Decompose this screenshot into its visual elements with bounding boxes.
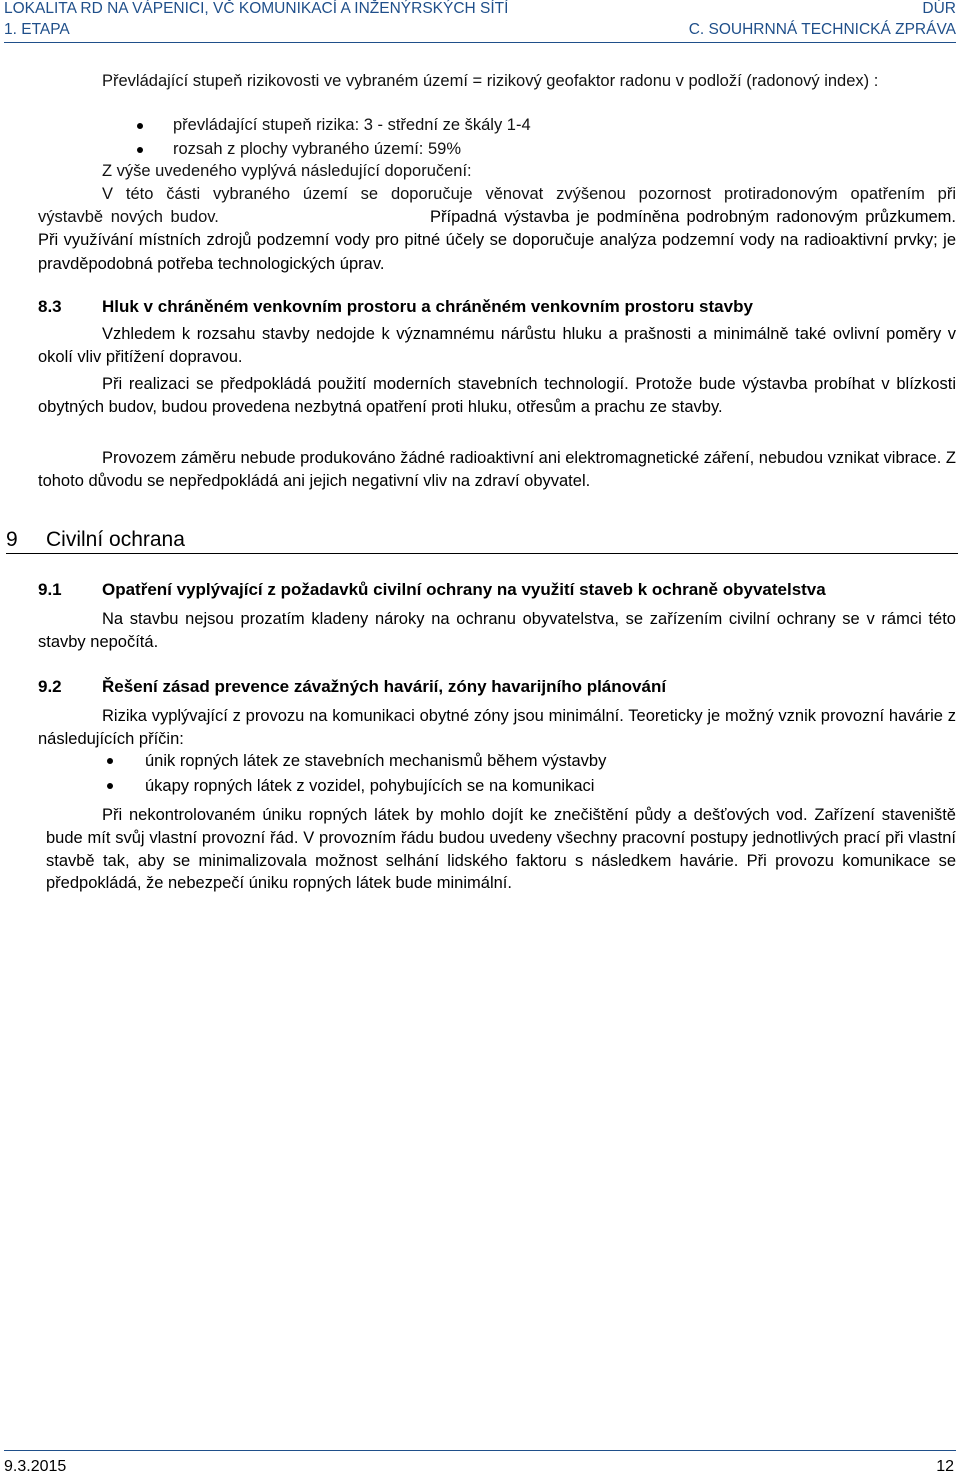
section-9-divider bbox=[6, 553, 958, 554]
radon-bullet-2: rozsah z plochy vybraného území: 59% bbox=[173, 140, 461, 158]
header-row-1 bbox=[4, 0, 956, 18]
bullet-icon bbox=[107, 758, 113, 764]
radon-recommend-intro: Z výše uvedeného vyplývá následující doporučení: bbox=[102, 162, 472, 180]
section-8-3-paragraph-3: Provozem záměru nebude produkováno žádné radioaktivní ani elektromagnetické záření, nebudou vznikat vibrace. Z tohoto důvodu se nepředpokládá ani jejich negativní vliv na zdraví obyvatel. bbox=[38, 449, 956, 491]
section-title: Hluk v chráněném venkovním prostoru a chráněném venkovním prostoru stavby bbox=[102, 297, 753, 316]
header-divider bbox=[4, 42, 956, 43]
footer-page-number: 12 bbox=[936, 1458, 954, 1475]
section-title: Řešení zásad prevence závažných havárií, zóny havarijního plánování bbox=[102, 677, 667, 696]
section-8-3-paragraph-2: Při realizaci se předpokládá použití moderních stavebních technologií. Protože bude výstavba probíhat v blízkosti obytných budov, budou provedena nezbytná opatření proti hluku, otřesům a prachu ze stavby. bbox=[38, 375, 956, 417]
bullet-icon bbox=[137, 147, 143, 153]
radon-recommend-part2: Případná výstavba je podmíněna podrobným radonovým průzkumem. Při využívání místních zdrojů podzemní vody pro pitné účely se doporučuje analýza podzemní vody na radioaktivní prvky; je pravděpodobná potřeba technologických úprav. bbox=[38, 208, 956, 273]
header-doc-type: DÚR bbox=[922, 0, 956, 17]
section-8-3-paragraph-1: Vzhledem k rozsahu stavby nedojde k významnému nárůstu hluku a prašnosti a minimálně také ovlivní poměry v okolí vliv přitížení dopravou. bbox=[38, 325, 956, 367]
footer-date: 9.3.2015 bbox=[4, 1458, 67, 1475]
section-number: 9 bbox=[6, 528, 18, 551]
radon-recommend-part1: V této části vybraného území se doporučuje věnovat zvýšenou pozornost protiradonovým opatřením při výstavbě nových budov. bbox=[38, 185, 956, 227]
section-number: 8.3 bbox=[38, 297, 62, 316]
radon-bullet-1: převládající stupeň rizika: 3 - střední ze škály 1-4 bbox=[173, 116, 531, 134]
section-title: Opatření vyplývající z požadavků civilní ochrany na využití staveb k ochraně obyvatelstva bbox=[102, 580, 826, 599]
bullet-icon bbox=[137, 123, 143, 129]
section-number: 9.2 bbox=[38, 677, 62, 696]
section-number: 9.1 bbox=[38, 580, 62, 599]
bullet-icon bbox=[107, 783, 113, 789]
section-title: Civilní ochrana bbox=[46, 528, 185, 551]
header-stage: 1. ETAPA bbox=[4, 21, 70, 38]
header-row-2 bbox=[4, 21, 956, 39]
section-9-2-paragraph-1: Rizika vyplývající z provozu na komunikaci obytné zóny jsou minimální. Teoreticky je možný vznik provozní havárie z následujících příčin: bbox=[38, 707, 956, 749]
footer-divider bbox=[4, 1450, 956, 1451]
header-project: LOKALITA RD NA VÁPENICI, VČ KOMUNIKACÍ A INŽENÝRSKÝCH SÍTÍ bbox=[4, 0, 509, 17]
section-9-2-bullet-1: únik ropných látek ze stavebních mechanismů během výstavby bbox=[145, 752, 607, 770]
radon-intro: Převládající stupeň rizikovosti ve vybraném území = rizikový geofaktor radonu v podloží (radonový index) : bbox=[102, 72, 879, 90]
section-9-1-paragraph: Na stavbu nejsou prozatím kladeny nároky na ochranu obyvatelstva, se zařízením civilní ochrany se v rámci této stavby nepočítá. bbox=[38, 610, 956, 652]
section-9-2-bullet-2: úkapy ropných látek z vozidel, pohybujících se na komunikaci bbox=[145, 777, 595, 795]
header-section: C. SOUHRNNÁ TECHNICKÁ ZPRÁVA bbox=[688, 21, 956, 38]
section-9-2-paragraph-2: Při nekontrolovaném úniku ropných látek by mohlo dojít ke znečištění půdy a dešťových vod. Zařízení staveniště bude mít svůj vlastní provozní řád. V provozním řádu budou uvedeny všechny pracovní postupy jednotlivých prací při vlastní stavbě tak, aby se minimalizovala možnost selhání lidského faktoru s následkem havárie. Při provozu komunikace se předpokládá, že nebezpečí úniku ropných látek bude minimální. bbox=[46, 806, 956, 893]
